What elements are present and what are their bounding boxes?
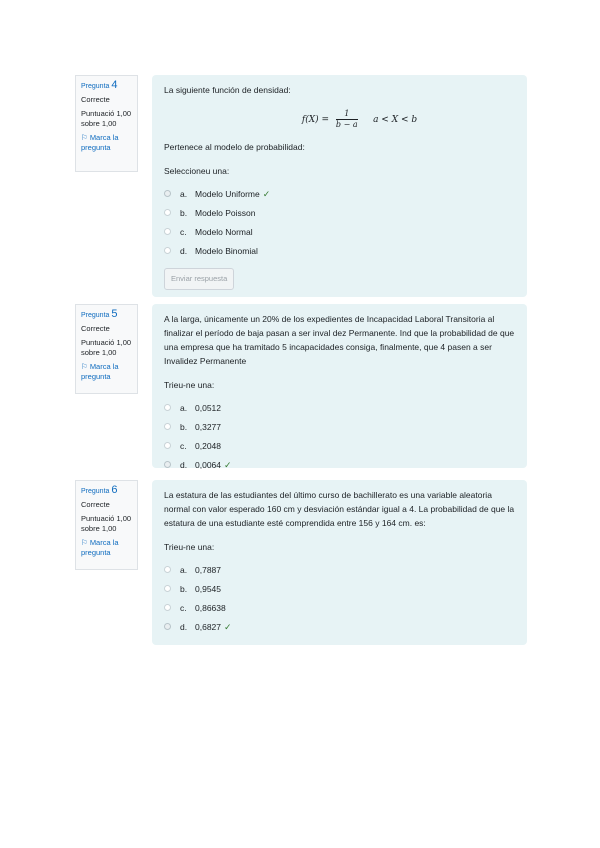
- radio-button[interactable]: [164, 461, 171, 468]
- question-grade: Puntuació 1,00 sobre 1,00: [81, 109, 132, 128]
- question-number: Pregunta 6: [81, 484, 118, 496]
- answer-option[interactable]: c. 0,2048: [164, 436, 515, 455]
- question-text: La siguiente función de densidad:: [164, 85, 291, 95]
- question-number: Pregunta 5: [81, 308, 118, 320]
- check-icon: ✓: [224, 459, 232, 470]
- radio-button[interactable]: [164, 442, 171, 449]
- question-state: Correcte: [81, 95, 110, 104]
- flag-icon: ⚐: [81, 133, 90, 142]
- flag-icon: ⚐: [81, 362, 90, 371]
- answer-list: [164, 560, 515, 636]
- radio-button[interactable]: [164, 404, 171, 411]
- question-number: Pregunta 4: [81, 79, 118, 91]
- radio-button[interactable]: [164, 209, 171, 216]
- radio-button[interactable]: [164, 623, 171, 630]
- radio-button[interactable]: [164, 190, 171, 197]
- check-icon: ✓: [224, 621, 232, 632]
- answer-option[interactable]: c. Modelo Normal: [164, 222, 515, 241]
- radio-button[interactable]: [164, 566, 171, 573]
- answer-option[interactable]: d. Modelo Binomial: [164, 241, 515, 260]
- question-state: Correcte: [81, 500, 110, 509]
- question-content: [152, 480, 527, 645]
- question-content: [152, 75, 527, 297]
- answer-prompt: Trieu-ne una:: [164, 542, 215, 552]
- answer-option[interactable]: a. 0,7887: [164, 560, 515, 579]
- question-grade: Puntuació 1,00 sobre 1,00: [81, 338, 132, 357]
- question-info: [75, 75, 138, 172]
- check-icon: ✓: [262, 188, 271, 199]
- answer-option[interactable]: b. 0,3277: [164, 417, 515, 436]
- radio-button[interactable]: [164, 585, 171, 592]
- flag-question-link[interactable]: ⚐ Marca la pregunta: [81, 538, 119, 557]
- submit-answer-button[interactable]: Enviar respuesta: [164, 268, 234, 290]
- question-text: A la larga, únicamente un 20% de los expedientes de Incapacidad Laboral Transitoria al finalizar el período de baja pasan a ser inval dez Permanente. Ind que la probabilidad de que una empresa que ha tramitado 5 incapacidades consiga, finalmente, que 4 pasen a ser Invalidez Permanente: [164, 314, 515, 366]
- question-text: La estatura de las estudiantes del último curso de bachillerato es una variable aleatoria normal con valor esperado 160 cm y desviación estándar igual a 4. La probabilidad de que la estatura de una estudiante esté comprendida entre 156 y 164 cm. es:: [164, 490, 515, 528]
- question-grade: Puntuació 1,00 sobre 1,00: [81, 514, 132, 533]
- flag-question-link[interactable]: ⚐ Marca la pregunta: [81, 362, 119, 381]
- answer-prompt: Trieu-ne una:: [164, 380, 215, 390]
- answer-option[interactable]: a. Modelo Uniforme ✓: [164, 184, 515, 203]
- question-text-2: Pertenece al modelo de probabilidad:: [164, 142, 305, 152]
- answer-list: [164, 398, 515, 474]
- answer-option[interactable]: b. 0,9545: [164, 579, 515, 598]
- question-info: [75, 304, 138, 394]
- flag-icon: ⚐: [81, 538, 90, 547]
- radio-button[interactable]: [164, 247, 171, 254]
- answer-option[interactable]: b. Modelo Poisson: [164, 203, 515, 222]
- answer-option[interactable]: c. 0,86638: [164, 598, 515, 617]
- answer-option[interactable]: d. 0,0064 ✓: [164, 455, 515, 474]
- answer-option[interactable]: d. 0,6827 ✓: [164, 617, 515, 636]
- question-content: [152, 304, 527, 468]
- answer-list: [164, 184, 515, 260]
- question-info: [75, 480, 138, 570]
- answer-option[interactable]: a. 0,0512: [164, 398, 515, 417]
- flag-question-link[interactable]: ⚐ Marca la pregunta: [81, 133, 119, 152]
- question-state: Correcte: [81, 324, 110, 333]
- density-formula: f(X) = $\frac{1}{b - a}$ a < X < b: [301, 109, 418, 129]
- answer-prompt: Seleccioneu una:: [164, 166, 230, 176]
- radio-button[interactable]: [164, 604, 171, 611]
- radio-button[interactable]: [164, 228, 171, 235]
- radio-button[interactable]: [164, 423, 171, 430]
